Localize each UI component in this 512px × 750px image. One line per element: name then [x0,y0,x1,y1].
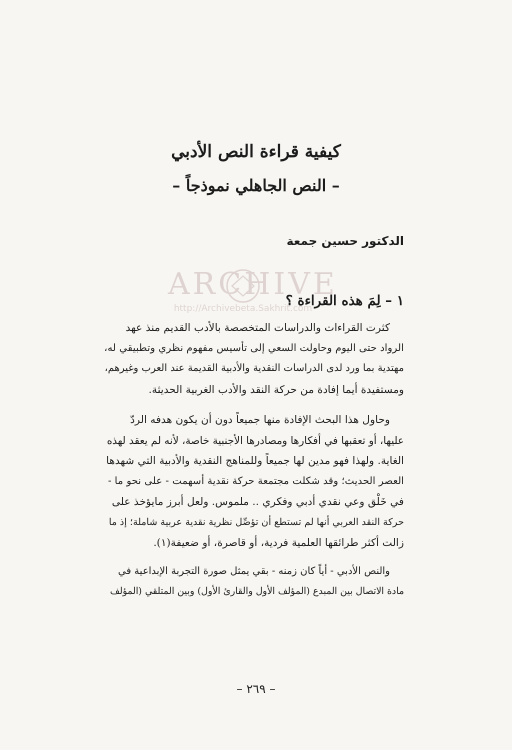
text-line: عليها، أو تعقبها في أفكارها ومصادرها الأجنبية خاصة، لأنه لم يعقد لهذه [106,434,404,447]
text-line: حركة النقد العربي أنها لم تستطع أن تؤصِّل نظرية نقدية عربية شاملة؛ إذ ما [108,516,404,528]
text-line: مادة الاتصال بين المبدع (المؤلف الأول والقارئ الأول) وبين المتلقي (المؤلف [110,586,404,597]
text-line: الرواد حتى اليوم وحاولت السعي إلى تأسيس مفهوم نظري وتطبيقي له، [104,342,404,354]
text-line: الغاية. ولهذا فهو مدين لها جميعاً وللمناهج النقدية والأدبية التي شهدها [106,455,404,467]
body-text [104,318,404,603]
author-name: الدكتور حسين جمعة [286,234,404,248]
text-line: وحاول هذا البحث الإفادة منها جميعاً دون أن يكون هدفه الردّ [130,414,390,426]
paragraph-2 [104,410,404,554]
text-line: ومستفيدة أيما إفادة من حركة النقد والأدب الغربية الحديثة. [148,383,404,396]
watermark-text: ARCHIVE [168,267,338,302]
text-line: والنص الأدبي - أياً كان زمنه - بقي يمثل صورة التجربة الإبداعية في [118,565,390,577]
text-line: مهتدية بما ورد لدى الدراسات النقدية والأدبية القديمة عند العرب وغيرهم، [104,363,404,374]
article-title: كيفية قراءة النص الأدبي [171,142,341,162]
paragraph-3 [104,562,404,603]
text-line: كثرت القراءات والدراسات المتخصصة بالأدب القديم منذ عهد [125,322,390,334]
text-line: في خَلْق وعي نقدي أدبي وفكري .. ملموس. ولعل أبرز مايؤخذ على [111,496,404,508]
article-subtitle: – النص الجاهلي نموذجاً – [172,176,340,195]
paragraph-1 [104,318,404,400]
page-number: – ٢٦٩ – [236,682,276,696]
text-line: العصر الحديث؛ وقد شكلت مجتمعة حركة نقدية أسهمت - على نحو ما - [107,475,404,487]
text-line: زالت أكثر طرائقها العلمية فردية، أو قاصرة، أو ضعيفة(١). [153,537,404,549]
watermark-url: http://Archivebeta.Sakhrit.com [173,304,313,314]
section-heading: ١ – لِمَ هذه القراءة ؟ [285,293,404,309]
